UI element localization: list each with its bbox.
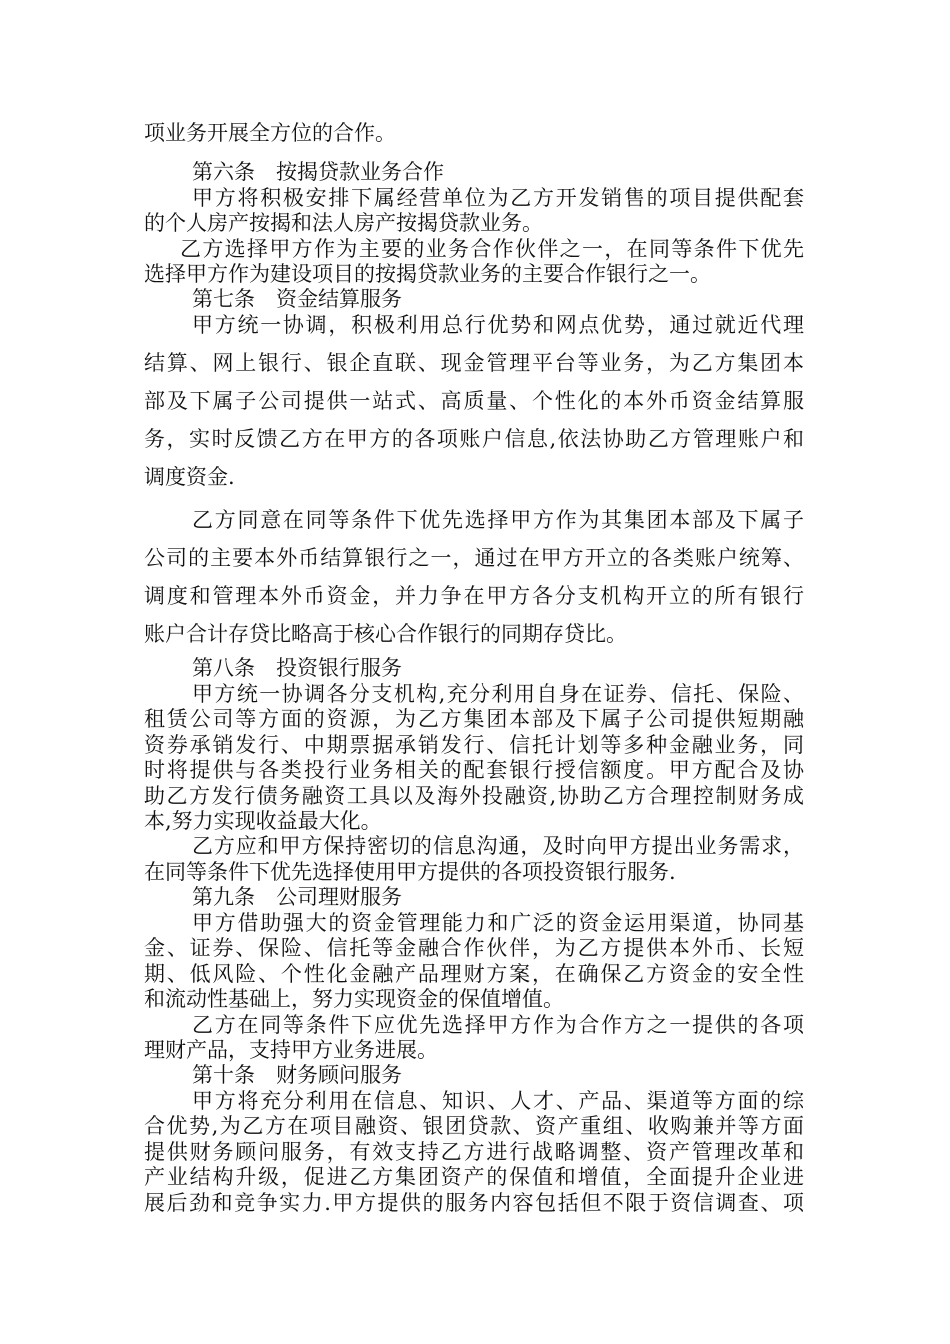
text-line: 和流动性基础上，努力实现资金的保值增值。 (144, 987, 564, 1011)
text-line: 时将提供与各类投行业务相关的配套银行授信额度。甲方配合及协 (144, 758, 804, 782)
text-line: 资券承销发行、中期票据承销发行、信托计划等多种金融业务，同 (144, 733, 804, 757)
section-heading-8: 第八条 投资银行服务 (192, 656, 402, 680)
text-line: 结算、网上银行、银企直联、现金管理平台等业务，为乙方集团本 (144, 351, 804, 375)
text-line: 甲方将充分利用在信息、知识、人才、产品、渠道等方面的综 (192, 1089, 804, 1113)
text-line: 本,努力实现收益最大化。 (144, 809, 382, 833)
text-line: 账户合计存贷比略高于核心合作银行的同期存贷比。 (144, 622, 627, 646)
section-heading-7: 第七条 资金结算服务 (192, 287, 402, 311)
text-line: 乙方应和甲方保持密切的信息沟通，及时向甲方提出业务需求， (192, 834, 804, 858)
text-line: 甲方将积极安排下属经营单位为乙方开发销售的项目提供配套 (192, 186, 804, 210)
text-line: 甲方统一协调各分支机构,充分利用自身在证券、信托、保险、 (192, 682, 804, 706)
text-line: 助乙方发行债务融资工具以及海外投融资,协助乙方合理控制财务成 (144, 784, 804, 808)
text-line: 选择甲方作为建设项目的按揭贷款业务的主要合作银行之一。 (144, 262, 711, 286)
section-heading-9: 第九条 公司理财服务 (192, 885, 402, 909)
text-line: 项业务开展全方位的合作。 (144, 121, 396, 145)
text-line: 在同等条件下优先选择使用甲方提供的各项投资银行服务. (144, 860, 676, 884)
text-line: 部及下属子公司提供一站式、高质量、个性化的本外币资金结算服 (144, 389, 804, 413)
text-line: 甲方借助强大的资金管理能力和广泛的资金运用渠道，协同基 (192, 911, 804, 935)
text-line: 合优势,为乙方在项目融资、银团贷款、资产重组、收购兼并等方面 (144, 1114, 804, 1138)
text-line: 乙方同意在同等条件下优先选择甲方作为其集团本部及下属子 (192, 508, 804, 532)
text-line: 乙方在同等条件下应优先选择甲方作为合作方之一提供的各项 (192, 1013, 804, 1037)
text-line: 调度资金. (144, 465, 235, 489)
text-line: 金、证券、保险、信托等金融合作伙伴，为乙方提供本外币、长短 (144, 936, 804, 960)
text-line: 租赁公司等方面的资源，为乙方集团本部及下属子公司提供短期融 (144, 707, 804, 731)
text-line: 产业结构升级，促进乙方集团资产的保值和增值，全面提升企业进 (144, 1165, 804, 1189)
text-line: 理财产品，支持甲方业务进展。 (144, 1038, 438, 1062)
text-line: 乙方选择甲方作为主要的业务合作伙伴之一，在同等条件下优先 (180, 237, 804, 261)
text-line: 提供财务顾问服务，有效支持乙方进行战略调整、资产管理改革和 (144, 1140, 804, 1164)
text-line: 甲方统一协调，积极利用总行优势和网点优势，通过就近代理 (192, 313, 804, 337)
section-heading-10: 第十条 财务顾问服务 (192, 1063, 402, 1087)
text-line: 展后劲和竞争实力.甲方提供的服务内容包括但不限于资信调查、项 (144, 1191, 804, 1215)
text-line: 期、低风险、个性化金融产品理财方案，在确保乙方资金的安全性 (144, 962, 804, 986)
text-line: 公司的主要本外币结算银行之一，通过在甲方开立的各类账户统筹、 (144, 546, 804, 570)
section-heading-6: 第六条 按揭贷款业务合作 (192, 160, 444, 184)
text-line: 务，实时反馈乙方在甲方的各项账户信息,依法协助乙方管理账户和 (144, 427, 804, 451)
text-line: 的个人房产按揭和法人房产按揭贷款业务。 (144, 211, 543, 235)
text-line: 调度和管理本外币资金，并力争在甲方各分支机构开立的所有银行 (144, 584, 804, 608)
